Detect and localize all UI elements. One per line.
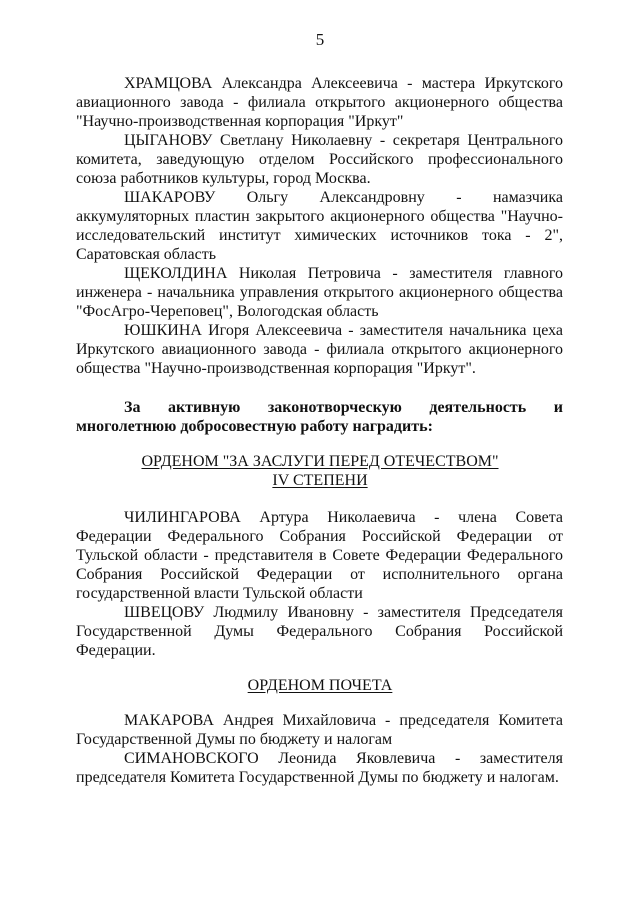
- award-entry: ШАКАРОВУ Ольгу Александровну - намазчика аккумуляторных пластин закрытого акционерного общества "Научно-исследовательский институт химических источников тока - 2", Саратовская область: [76, 189, 563, 263]
- order-honor-title: ОРДЕНОМ ПОЧЕТА: [247, 677, 393, 694]
- award-entry: ХРАМЦОВА Александра Алексеевича - мастера Иркутского авиационного завода - филиала открытого акционерного общества "Научно-производственная корпорация "Иркут": [76, 75, 563, 130]
- award-directive: [76, 398, 563, 436]
- order-heading-merit: [0, 452, 640, 471]
- order-honor-recipients: [76, 711, 563, 787]
- award-entry: ЦЫГАНОВУ Светлану Николаевну - секретаря Центрального комитета, заведующую отделом Российского профессионального союза работников культуры, город Москва.: [76, 132, 563, 187]
- award-entry: ЩЕКОЛДИНА Николая Петровича - заместителя главного инженера - начальника управления открытого акционерного общества "ФосАгро-Череповец", Вологодская область: [76, 265, 563, 320]
- award-entry: ЧИЛИНГАРОВА Артура Николаевича - члена Совета Федерации Федерального Собрания Российской Федерации от Тульской области - представителя в Совете Федерации Федерального Собрания Российской Федерации от исполнительного органа государственной власти Тульской области: [76, 509, 563, 602]
- page-number: 5: [315, 30, 325, 49]
- order-heading-honor: [0, 676, 640, 695]
- order-title-line2: IV СТЕПЕНИ: [272, 472, 368, 489]
- order-merit-recipients: [76, 508, 563, 660]
- award-entry: ШВЕЦОВУ Людмилу Ивановну - заместителя Председателя Государственной Думы Федерального Собрания Российской Федерации.: [76, 604, 563, 659]
- order-heading-merit-degree: [0, 471, 640, 490]
- directive-text: За активную законотворческую деятельность и многолетнюю добросовестную работу наградить:: [76, 399, 563, 435]
- award-entry: СИМАНОВСКОГО Леонида Яковлевича - заместителя председателя Комитета Государственной Думы по бюджету и налогам.: [76, 750, 563, 786]
- award-entry: МАКАРОВА Андрея Михайловича - председателя Комитета Государственной Думы по бюджету и налогам: [76, 712, 563, 748]
- award-entry: ЮШКИНА Игоря Алексеевича - заместителя начальника цеха Иркутского авиационного завода - филиала открытого акционерного общества "Научно-производственная корпорация "Иркут".: [76, 322, 563, 377]
- order-title-line1: ОРДЕНОМ "ЗА ЗАСЛУГИ ПЕРЕД ОТЕЧЕСТВОМ": [141, 453, 499, 470]
- award-list-continued: [76, 74, 563, 378]
